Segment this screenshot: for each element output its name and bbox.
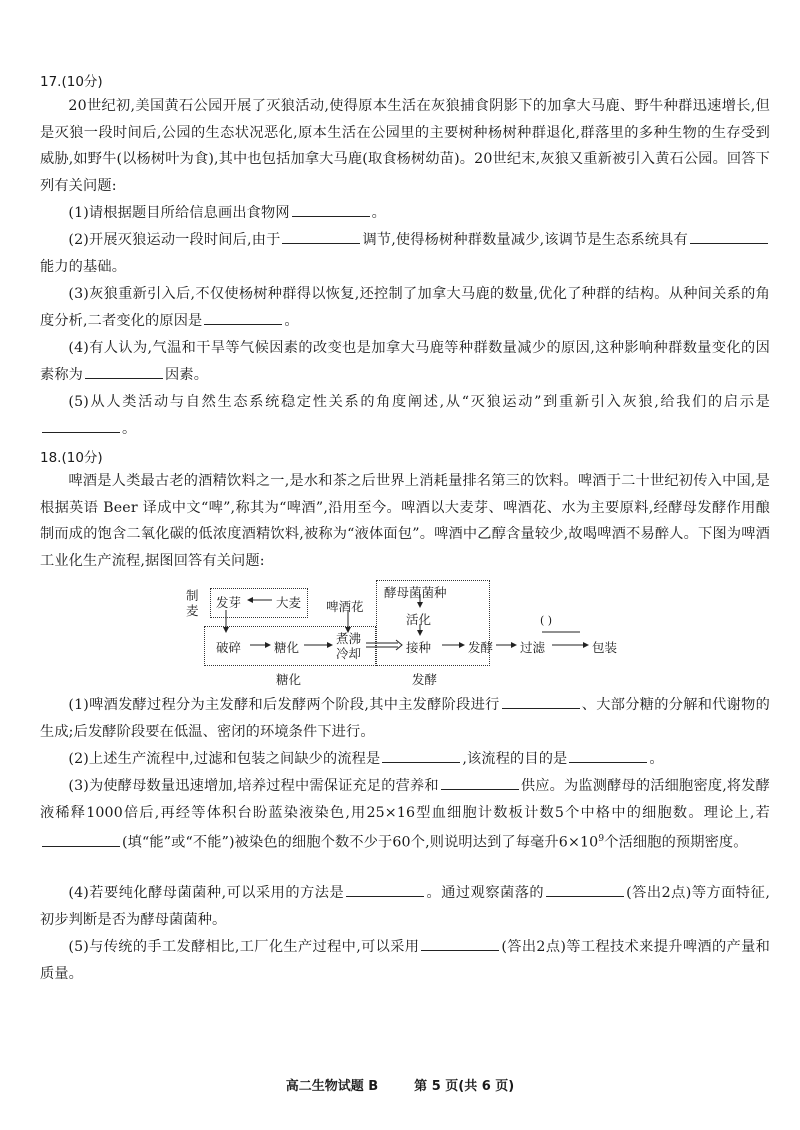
- saccharify-label: 糖化: [274, 640, 300, 655]
- answer-blank[interactable]: [441, 775, 519, 790]
- q18-part5: (5)与传统的手工发酵相比,工厂化生产过程中,可以采用 (答出2点)等工程技术来提升啤酒的产量和质量。: [40, 934, 770, 987]
- answer-blank[interactable]: [282, 229, 360, 244]
- hops-label: 啤酒花: [326, 599, 364, 614]
- q18-part2: (2)上述生产流程中,过滤和包装之间缺少的流程是 ,该流程的目的是 。: [40, 746, 770, 773]
- inoculate-label: 接种: [406, 640, 432, 655]
- q17-part2: (2)开展灭狼运动一段时间后,由于 调节,使得杨树种群数量减少,该调节是生态系统具有能力的基础。: [40, 227, 770, 280]
- answer-blank[interactable]: [292, 202, 370, 217]
- answer-blank[interactable]: [502, 694, 580, 709]
- missing-step-blank[interactable]: ( ): [540, 614, 553, 627]
- subject-label: 高二生物试题 B: [285, 1079, 379, 1094]
- answer-blank[interactable]: [569, 748, 647, 763]
- q17-part3: (3)灰狼重新引入后,不仅使杨树种群得以恢复,还控制了加拿大马鹿的数量,优化了种群的结构。从种间关系的角度分析,二者变化的原因是 。: [40, 286, 770, 329]
- ferment-label: 发酵: [468, 640, 494, 655]
- crush-label: 破碎: [216, 640, 242, 655]
- answer-blank[interactable]: [42, 832, 120, 847]
- page-footer: [0, 1075, 800, 1094]
- cool-label: 冷却: [336, 646, 362, 661]
- filter-label: 过滤: [520, 640, 546, 655]
- boil-label: 煮沸: [336, 631, 362, 646]
- activate-label: 活化: [406, 612, 432, 627]
- barley-label: 大麦: [276, 595, 302, 610]
- question-17-intro: 20世纪初,美国黄石公园开展了灭狼活动,使得原本生活在灰狼捕食阴影下的加拿大马鹿、野牛种群迅速增长,但是灭狼一段时间后,公园的生态状况恶化,原本生活在公园里的主要树种杨树种群退化,群落里的多种生物的生存受到威胁,如野牛(以杨树叶为食),其中也包括加拿大马鹿(取食杨树幼苗)。20世纪末,灰狼又重新被引入黄石公园。回答下列有关问题:: [40, 98, 770, 195]
- answer-blank[interactable]: [690, 229, 768, 244]
- question-18-intro: 啤酒是人类最古老的酒精饮料之一,是水和茶之后世界上消耗量排名第三的饮料。啤酒于二十世纪初传入中国,是根据英语 Beer 译成中文“啤”,称其为“啤酒”,沿用至今。啤酒以大麦芽、啤酒花、水为主要原料,经酵母发酵作用酿制而成的饱含二氧化碳的低浓度酒精饮料,被称为“液体面包”。啤酒中乙醇含量较少,故喝啤酒不易醉人。下图为啤酒工业化生产流程,据图回答有关问题:: [40, 473, 770, 570]
- saccharify-group-label: 糖化: [276, 672, 302, 687]
- answer-blank[interactable]: [85, 364, 163, 379]
- malt-process-label: 制麦: [186, 588, 199, 618]
- answer-blank[interactable]: [421, 936, 499, 951]
- ferment-group-label: 发酵: [412, 672, 438, 687]
- q18-part1: (1)啤酒发酵过程分为主发酵和后发酵两个阶段,其中主发酵阶段进行 、大部分糖的分解和代谢物的生成;后发酵阶段要在低温、密闭的环境条件下进行。: [40, 692, 770, 745]
- yeast-strain-label: 酵母菌菌种: [384, 585, 447, 600]
- q18-part3: (3)为使酵母数量迅速增加,培养过程中需保证充足的营养和 供应。为监测酵母的活细胞密度,将发酵液稀释1000倍后,再经等体积台盼蓝染液染色,用25×16型血细胞计数板计数5个中格中的细胞数。理论上,若(填“能”或“不能”)被染色的细胞个数不少于60个,则说明达到了每毫升$6\times 10^9$个活细胞的预期密度。: [40, 773, 770, 857]
- question-18-header: 18.(10分): [40, 450, 103, 466]
- page-number: 第 5 页(共 6 页): [414, 1079, 515, 1094]
- q18-part4: (4)若要纯化酵母菌菌种,可以采用的方法是 。通过观察菌落的 (答出2点)等方面特征,初步判断是否为酵母菌菌种。: [40, 880, 770, 933]
- answer-blank[interactable]: [204, 310, 282, 325]
- answer-blank[interactable]: [346, 882, 424, 897]
- answer-blank[interactable]: [382, 748, 460, 763]
- q17-part5: (5)从人类活动与自然生态系统稳定性关系的角度阐述,从“灭狼运动”到重新引入灰狼,给我们的启示是。: [40, 389, 770, 442]
- package-label: 包装: [592, 640, 618, 655]
- answer-blank[interactable]: [42, 418, 120, 433]
- question-17-header: 17.(10分): [40, 74, 103, 90]
- q17-part4: (4)有人认为,气温和干旱等气候因素的改变也是加拿大马鹿等种群数量减少的原因,这种影响种群数量变化的因素称为 因素。: [40, 340, 770, 383]
- q17-part1: (1)请根据题目所给信息画出食物网 。: [40, 200, 770, 227]
- answer-blank[interactable]: [546, 882, 624, 897]
- beer-production-flowchart: [180, 580, 620, 690]
- germinate-label: 发芽: [216, 595, 242, 610]
